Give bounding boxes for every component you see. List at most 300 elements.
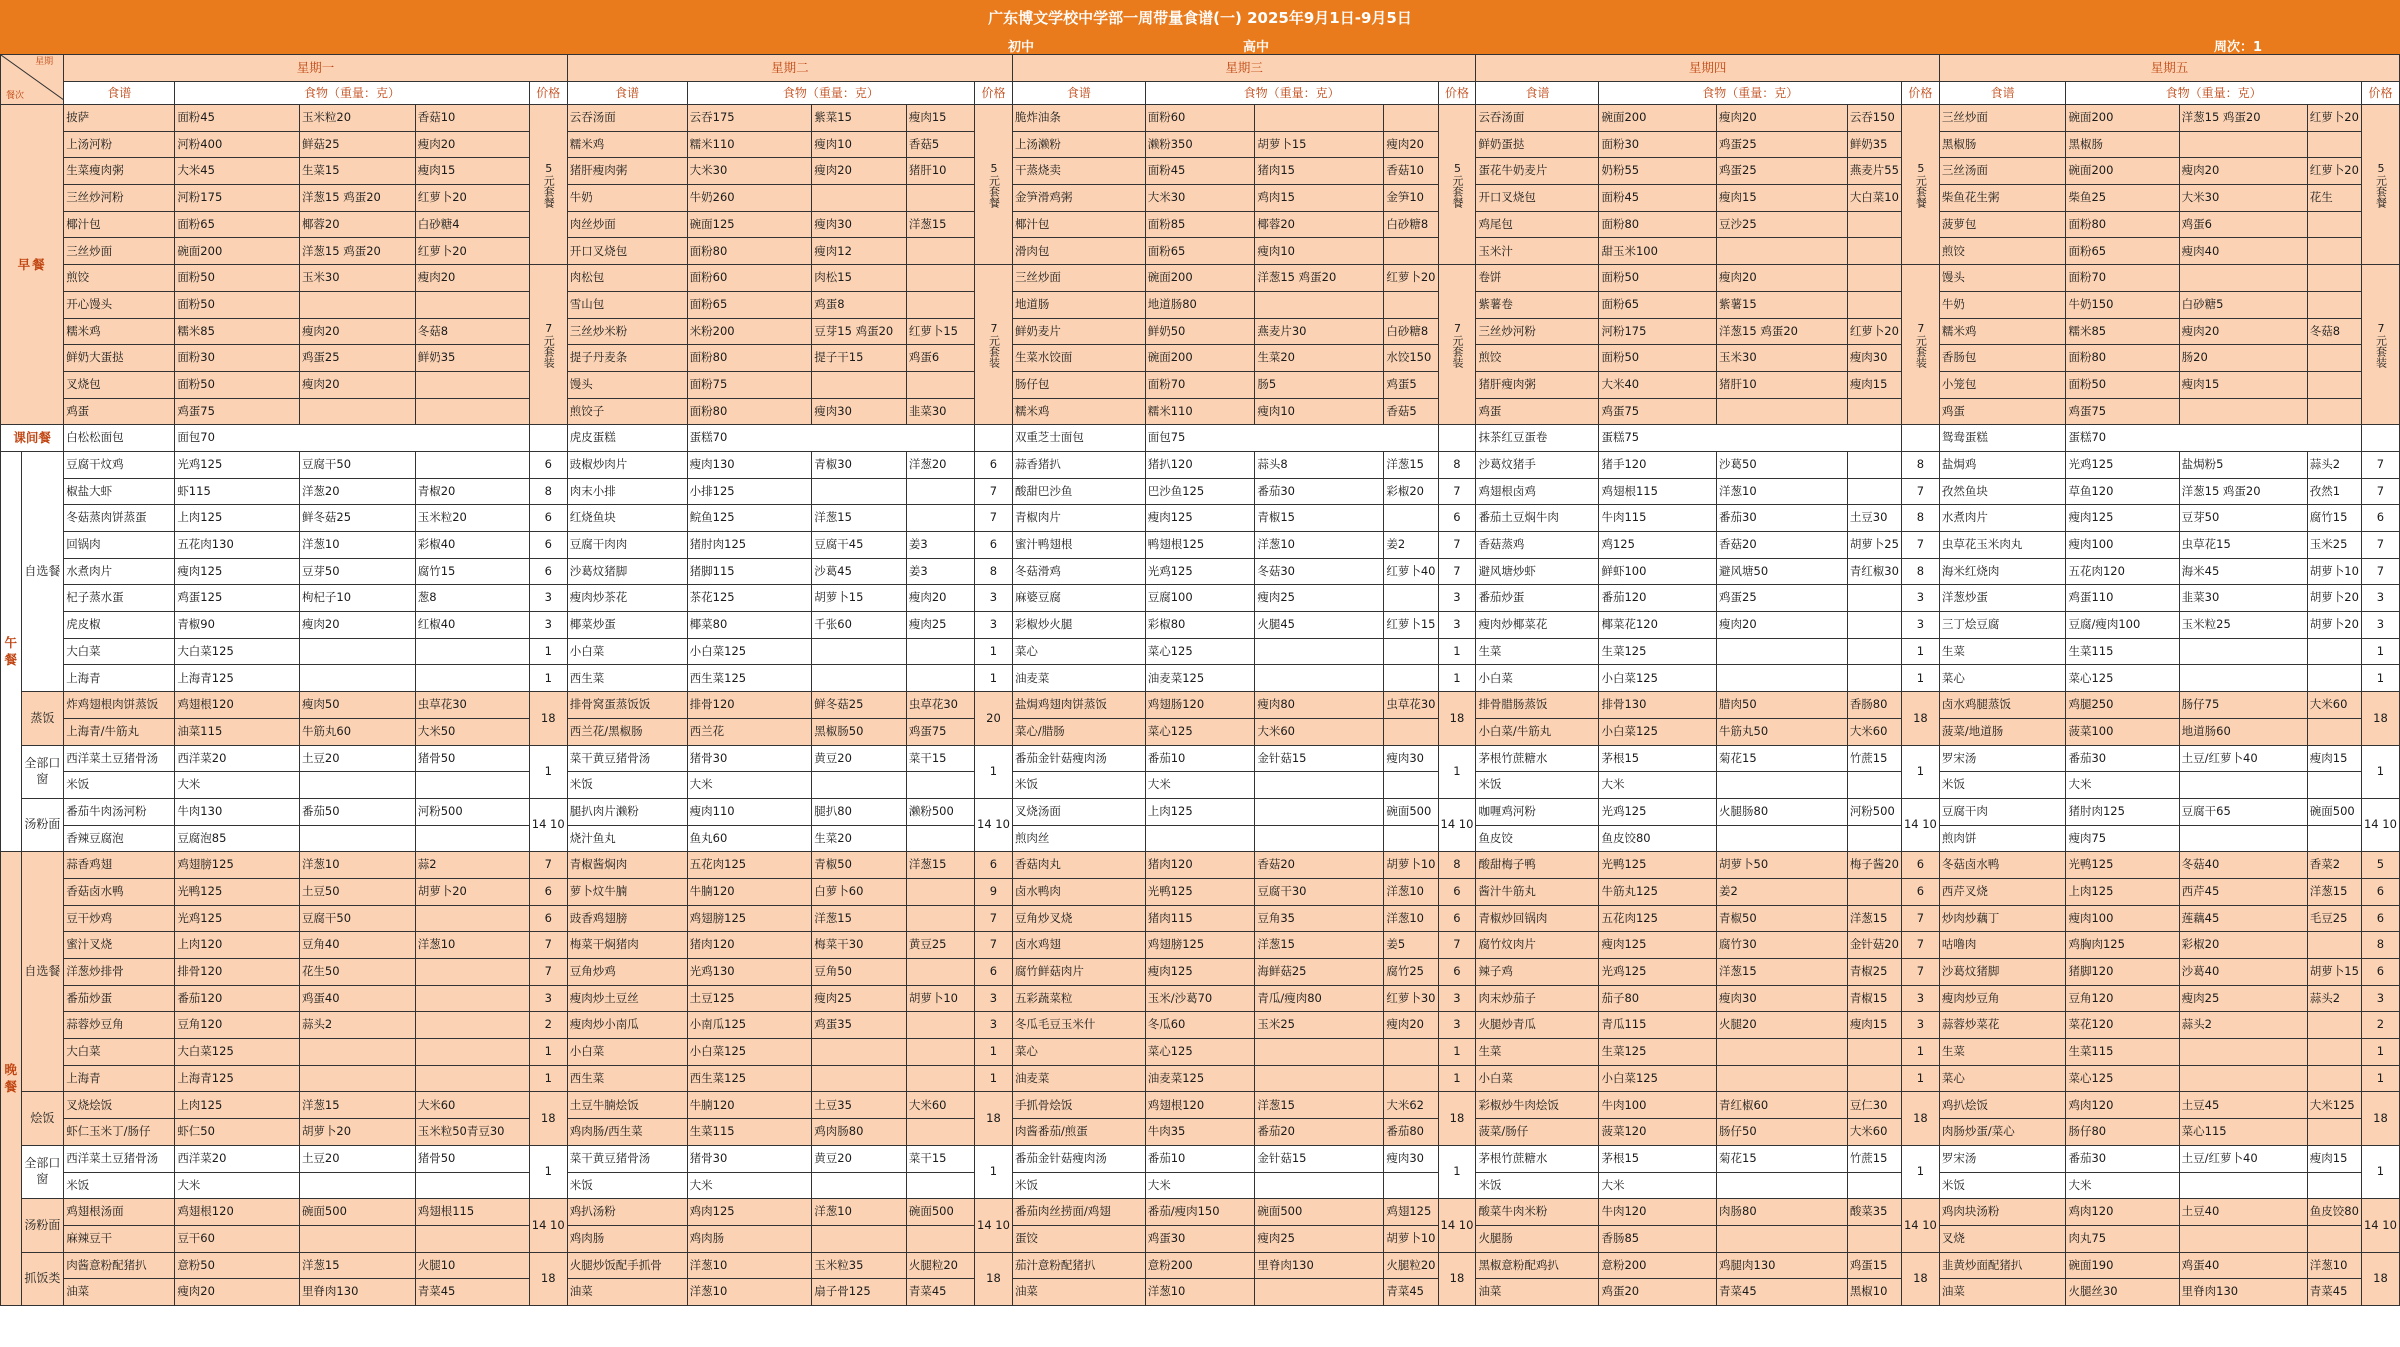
dish-name: 麻辣豆干 <box>64 1225 175 1252</box>
dish-name: 豆腐干炆鸡 <box>64 451 175 478</box>
dish-name: 小白菜/牛筋丸 <box>1476 718 1599 745</box>
price: 18 <box>2361 1252 2399 1305</box>
food-item: 黄豆20 <box>812 745 907 772</box>
food-item: 猪肝10 <box>1717 371 1848 398</box>
food-item <box>1384 772 1438 799</box>
price: 6 <box>1901 852 1939 879</box>
food-item: 碗面500 <box>299 1199 415 1226</box>
food-item: 土豆/红萝卜40 <box>2179 745 2307 772</box>
dish-name: 卷饼 <box>1476 265 1599 292</box>
food-item <box>2179 665 2307 692</box>
food-item: 番茄30 <box>2066 745 2179 772</box>
food-item: 瘦肉30 <box>1717 985 1848 1012</box>
price: 6 <box>529 878 567 905</box>
food-item <box>906 505 974 532</box>
price-7-set: 7元套装 <box>1901 265 1939 425</box>
food-item: 碗面200 <box>1145 345 1255 372</box>
food-item <box>906 1065 974 1092</box>
food-item: 面粉50 <box>175 265 300 292</box>
food-item: 鸡蛋6 <box>2179 211 2307 238</box>
food-item: 大米60 <box>906 1092 974 1119</box>
food-item: 竹蔗15 <box>1847 745 1901 772</box>
food-item: 瘦肉15 <box>1847 371 1901 398</box>
food-item: 西芹45 <box>2179 878 2307 905</box>
dish-name: 鸡扒汤粉 <box>567 1199 687 1226</box>
food-item: 大米30 <box>687 158 812 185</box>
food-item: 大米125 <box>2307 1092 2361 1119</box>
food-item: 黑椒肠50 <box>812 718 907 745</box>
dish-name: 西兰花/黑椒肠 <box>567 718 687 745</box>
food-item: 鲜冬菇25 <box>299 505 415 532</box>
food-item <box>1255 798 1384 825</box>
food-item: 鸡蛋35 <box>812 1012 907 1039</box>
food-item <box>812 185 907 212</box>
food-item: 小白菜125 <box>687 1039 812 1066</box>
food-item <box>415 825 529 852</box>
food-item: 胡萝卜20 <box>2307 585 2361 612</box>
price: 8 <box>1438 852 1476 879</box>
dish-name: 大白菜 <box>64 638 175 665</box>
dish-name: 油菜 <box>1939 1279 2066 1306</box>
food-item: 鸡肉肠80 <box>812 1119 907 1146</box>
food-item: 鱼皮饺80 <box>1599 825 1717 852</box>
food-item <box>906 638 974 665</box>
food-item: 猪肘肉125 <box>2066 798 2179 825</box>
food-item: 金针菇20 <box>1847 932 1901 959</box>
food-item: 瘦肉20 <box>1717 265 1848 292</box>
food-item: 鸡蛋20 <box>1599 1279 1717 1306</box>
food-item: 胡萝卜20 <box>2307 612 2361 639</box>
food-item: 面粉70 <box>1145 371 1255 398</box>
food-item: 大米50 <box>415 718 529 745</box>
food-item: 火腿丝30 <box>2066 1279 2179 1306</box>
dish-name: 滑肉包 <box>1012 238 1145 265</box>
food-item: 地道肠60 <box>2179 718 2307 745</box>
food-item: 洋葱15 <box>812 905 907 932</box>
price-7-set: 7元套装 <box>975 265 1013 425</box>
food-item: 生菜20 <box>812 825 907 852</box>
price: 3 <box>2361 585 2399 612</box>
food-item: 面粉60 <box>687 265 812 292</box>
dish-name: 肠仔包 <box>1012 371 1145 398</box>
food-item: 面粉75 <box>687 371 812 398</box>
price-5-set: 5元套餐 <box>529 105 567 265</box>
food-item: 椰菜80 <box>687 612 812 639</box>
food-item <box>1384 1172 1438 1199</box>
price: 7 <box>529 852 567 879</box>
food-item: 洋葱10 <box>1255 532 1384 559</box>
food-item <box>2179 131 2307 158</box>
price: 3 <box>1438 1012 1476 1039</box>
food-item: 红萝卜20 <box>2307 105 2361 132</box>
dish-name: 酱汁牛筋丸 <box>1476 878 1599 905</box>
price: 1 <box>1438 745 1476 798</box>
sub-quanbu: 全部口窗 <box>21 1145 64 1198</box>
dish-name: 小白菜 <box>1476 1065 1599 1092</box>
food-item: 玉米粒50青豆30 <box>415 1119 529 1146</box>
dish-name: 洋葱炒排骨 <box>64 959 175 986</box>
food-item: 土豆/红萝卜40 <box>2179 1145 2307 1172</box>
food-item: 姜3 <box>906 532 974 559</box>
food-item <box>2307 1225 2361 1252</box>
food-item: 碗面200 <box>1145 265 1255 292</box>
food-item: 黑椒肠 <box>2066 131 2179 158</box>
food-item: 沙葛50 <box>1717 451 1848 478</box>
col-recipe: 食谱 <box>1476 82 1599 105</box>
dish-name: 米饭 <box>64 1172 175 1199</box>
food-item: 金针菇15 <box>1255 745 1384 772</box>
food-item: 胡萝卜15 <box>2307 959 2361 986</box>
food-item: 碗面500 <box>1384 798 1438 825</box>
food-item <box>812 1039 907 1066</box>
food-item: 青瓜/瘦肉80 <box>1255 985 1384 1012</box>
food-item: 瘦肉30 <box>812 211 907 238</box>
price: 6 <box>1438 959 1476 986</box>
food-item <box>415 1065 529 1092</box>
dish-name: 香菇肉丸 <box>1012 852 1145 879</box>
dish-name: 腿扒肉片濑粉 <box>567 798 687 825</box>
food-item: 梅子酱20 <box>1847 852 1901 879</box>
dish-name: 鲜奶大蛋挞 <box>64 345 175 372</box>
food-item <box>1717 398 1848 425</box>
price: 7 <box>2361 451 2399 478</box>
food-item <box>1384 638 1438 665</box>
food-item: 土豆20 <box>299 745 415 772</box>
food-item: 鸡蛋25 <box>1717 158 1848 185</box>
price: 8 <box>1901 451 1939 478</box>
food-item: 五花肉125 <box>687 852 812 879</box>
food-item: 碗面200 <box>1599 105 1717 132</box>
price: 14 10 <box>1901 1199 1939 1252</box>
price: 1 <box>1901 1039 1939 1066</box>
dish-name: 鸡蛋 <box>1476 398 1599 425</box>
price: 7 <box>975 932 1013 959</box>
food-item: 肉丸75 <box>2066 1225 2179 1252</box>
dish-name: 油菜 <box>567 1279 687 1306</box>
food-item <box>415 1225 529 1252</box>
dish-name: 上汤濑粉 <box>1012 131 1145 158</box>
dish-name: 冬菇卤水鸭 <box>1939 852 2066 879</box>
price: 1 <box>1438 638 1476 665</box>
price: 7 <box>1438 932 1476 959</box>
price-5-set: 5元套餐 <box>1438 105 1476 265</box>
dish-name: 三丝炒面 <box>1012 265 1145 292</box>
food-item: 青菜45 <box>1717 1279 1848 1306</box>
food-item: 面粉45 <box>175 105 300 132</box>
food-item <box>2179 1172 2307 1199</box>
food-item: 大米30 <box>1145 185 1255 212</box>
food-item: 瘦肉15 <box>906 105 974 132</box>
dish-name: 三丝炒米粉 <box>567 318 687 345</box>
food-item: 里脊肉130 <box>1255 1252 1384 1279</box>
food-item <box>906 772 974 799</box>
dish-name: 椰汁包 <box>1012 211 1145 238</box>
food-item: 玉米粒25 <box>2179 612 2307 639</box>
dish-name: 冬瓜毛豆玉米什 <box>1012 1012 1145 1039</box>
price: 18 <box>2361 1092 2399 1145</box>
price: 1 <box>2361 1145 2399 1198</box>
food-item <box>1847 772 1901 799</box>
food-item <box>906 959 974 986</box>
food-item: 洋葱15 <box>1384 451 1438 478</box>
food-item: 鸡翅125 <box>1384 1199 1438 1226</box>
food-item <box>1384 825 1438 852</box>
col-food: 食物（重量：克） <box>1145 82 1438 105</box>
day-header: 星期三 <box>1012 55 1476 82</box>
food-item: 瘦肉20 <box>2179 318 2307 345</box>
food-item: 香菇10 <box>1384 158 1438 185</box>
food-item <box>2179 1225 2307 1252</box>
food-item <box>2307 371 2361 398</box>
food-item: 面粉45 <box>1145 158 1255 185</box>
dish-name: 油麦菜 <box>1012 1065 1145 1092</box>
food-item <box>906 905 974 932</box>
food-item: 面粉80 <box>2066 211 2179 238</box>
food-item: 胡萝卜15 <box>1255 131 1384 158</box>
price-7-set: 7元套装 <box>2361 265 2399 425</box>
food-item: 肠仔75 <box>2179 692 2307 719</box>
food-item: 光鸭125 <box>1145 878 1255 905</box>
food-item: 水饺150 <box>1384 345 1438 372</box>
food-item: 红萝卜20 <box>415 238 529 265</box>
dish-name: 猪肝瘦肉粥 <box>1476 371 1599 398</box>
food-item: 香菇20 <box>1255 852 1384 879</box>
price: 1 <box>975 1039 1013 1066</box>
food-item: 上肉125 <box>175 1092 300 1119</box>
food-item: 光鸡125 <box>2066 451 2179 478</box>
price: 6 <box>2361 959 2399 986</box>
price: 1 <box>529 1039 567 1066</box>
food-item: 番茄30 <box>1255 478 1384 505</box>
price: 7 <box>975 478 1013 505</box>
food-item: 瘦肉20 <box>175 1279 300 1306</box>
dish-name: 盐焗鸡翅肉饼蒸饭 <box>1012 692 1145 719</box>
food-item: 土豆45 <box>2179 1092 2307 1119</box>
price: 1 <box>975 1145 1013 1198</box>
food-item: 猪骨30 <box>687 1145 812 1172</box>
food-item: 鲜菇25 <box>299 131 415 158</box>
dish-name: 辣子鸡 <box>1476 959 1599 986</box>
dish-name: 米饭 <box>1476 1172 1599 1199</box>
food-item: 鸡翅根120 <box>1145 1092 1255 1119</box>
dish-name: 黑椒意粉配鸡扒 <box>1476 1252 1599 1279</box>
food-item: 红萝卜30 <box>1384 985 1438 1012</box>
food-item: 玉米粒35 <box>812 1252 907 1279</box>
food-item: 红萝卜20 <box>2307 158 2361 185</box>
dish-name: 三丝炒面 <box>1939 105 2066 132</box>
food-item: 海米45 <box>2179 558 2307 585</box>
food-item: 红萝卜20 <box>1847 318 1901 345</box>
food-item: 大米 <box>175 1172 300 1199</box>
food-item: 椰蓉20 <box>1255 211 1384 238</box>
food-item: 冬菇40 <box>2179 852 2307 879</box>
food-item: 鲜奶35 <box>415 345 529 372</box>
food-item: 洋葱15 <box>906 852 974 879</box>
food-item: 黄豆25 <box>906 932 974 959</box>
food-item: 胡萝卜20 <box>415 878 529 905</box>
food-item: 土豆20 <box>299 1145 415 1172</box>
price: 8 <box>529 478 567 505</box>
food-item: 肉松15 <box>812 265 907 292</box>
food-item: 鲜奶35 <box>1847 131 1901 158</box>
food-item: 面粉60 <box>1145 105 1255 132</box>
dish-name: 蜜汁叉烧 <box>64 932 175 959</box>
food-item: 洋葱15 鸡蛋20 <box>1255 265 1384 292</box>
food-item: 菜心125 <box>2066 665 2179 692</box>
food-item <box>1384 585 1438 612</box>
food-item: 彩椒40 <box>415 532 529 559</box>
food-item: 鸡蛋6 <box>906 345 974 372</box>
food-item: 枸杞子10 <box>299 585 415 612</box>
food-item: 冬菇30 <box>1255 558 1384 585</box>
food-item: 豆腐干45 <box>812 532 907 559</box>
food-item: 河粉175 <box>1599 318 1717 345</box>
food-item: 鸡蛋25 <box>299 345 415 372</box>
food-item: 光鸭125 <box>2066 852 2179 879</box>
food-item <box>2307 211 2361 238</box>
food-item: 碗面200 <box>2066 158 2179 185</box>
food-item: 菜心125 <box>1145 718 1255 745</box>
food-item <box>2307 265 2361 292</box>
dish-name: 菠萝包 <box>1939 211 2066 238</box>
price: 1 <box>529 1145 567 1198</box>
price: 3 <box>1901 985 1939 1012</box>
food-item: 腐竹15 <box>2307 505 2361 532</box>
dish-name: 土豆牛腩烩饭 <box>567 1092 687 1119</box>
dish-name: 蜜汁鸭翅根 <box>1012 532 1145 559</box>
price: 18 <box>1438 1252 1476 1305</box>
food-item: 意粉200 <box>1599 1252 1717 1279</box>
food-item: 虾115 <box>175 478 300 505</box>
food-item: 河粉175 <box>175 185 300 212</box>
price: 3 <box>975 985 1013 1012</box>
food-item: 豆腐/瘦肉100 <box>2066 612 2179 639</box>
price: 7 <box>1901 532 1939 559</box>
food-item <box>812 1172 907 1199</box>
price: 8 <box>975 558 1013 585</box>
food-item: 瘦肉30 <box>1384 745 1438 772</box>
food-item: 玉米25 <box>1255 1012 1384 1039</box>
price-5-set: 5元套餐 <box>2361 105 2399 265</box>
food-item: 竹蔗15 <box>1847 1145 1901 1172</box>
dish-name: 米饭 <box>1012 1172 1145 1199</box>
price: 3 <box>529 612 567 639</box>
food-item: 面粉30 <box>175 345 300 372</box>
food-item <box>1145 825 1255 852</box>
food-item: 白砂糖5 <box>2179 291 2307 318</box>
dish-name: 云吞汤面 <box>567 105 687 132</box>
price: 1 <box>1901 665 1939 692</box>
food-item: 洋葱15 鸡蛋20 <box>2179 478 2307 505</box>
price: 1 <box>1438 1039 1476 1066</box>
food-item: 大米 <box>2066 772 2179 799</box>
food-item <box>1847 825 1901 852</box>
food-item: 大米60 <box>1255 718 1384 745</box>
food-item <box>2307 1172 2361 1199</box>
col-price: 价格 <box>975 82 1013 105</box>
food-item <box>415 959 529 986</box>
food-item <box>906 825 974 852</box>
food-item: 瘦肉125 <box>1145 959 1255 986</box>
food-item: 上肉125 <box>175 505 300 532</box>
food-item: 瘦肉125 <box>1599 932 1717 959</box>
dish-name: 生菜 <box>1939 1039 2066 1066</box>
dish-name: 虎皮椒 <box>64 612 175 639</box>
food-item: 洋葱15 鸡蛋20 <box>299 185 415 212</box>
food-item: 香菇5 <box>1384 398 1438 425</box>
dish-name: 海米红烧肉 <box>1939 558 2066 585</box>
dish-name: 茅根竹蔗糖水 <box>1476 745 1599 772</box>
food-item: 面粉65 <box>1145 238 1255 265</box>
dish-name: 茄汁意粉配猪扒 <box>1012 1252 1145 1279</box>
food-item: 肉肠80 <box>1717 1199 1848 1226</box>
food-item: 菜心125 <box>1145 1039 1255 1066</box>
dish-name: 鱼皮饺 <box>1476 825 1599 852</box>
dish-name: 黑椒肠 <box>1939 131 2066 158</box>
food-item: 洋葱10 <box>299 852 415 879</box>
dish-name: 米饭 <box>1012 772 1145 799</box>
food-item: 胡萝卜25 <box>1847 532 1901 559</box>
food-item: 土豆40 <box>2179 1199 2307 1226</box>
food-item: 青菜45 <box>1384 1279 1438 1306</box>
food-item: 土豆30 <box>1847 505 1901 532</box>
food-item: 蒜头2 <box>2179 1012 2307 1039</box>
food-item <box>2307 398 2361 425</box>
food-item: 玉米粒20 <box>299 105 415 132</box>
food-item: 白砂糖8 <box>1384 211 1438 238</box>
food-item: 腐竹30 <box>1717 932 1848 959</box>
food-item <box>906 1172 974 1199</box>
dish-name: 卤水鸡腿蒸饭 <box>1939 692 2066 719</box>
price <box>975 425 1013 452</box>
food-item: 瘦肉15 <box>2307 745 2361 772</box>
food-item: 胡萝卜15 <box>812 585 907 612</box>
food-item: 洋葱15 <box>812 505 907 532</box>
food-item: 生菜115 <box>687 1119 812 1146</box>
food-item: 豆腐干50 <box>299 905 415 932</box>
food-item: 瘦肉125 <box>1145 505 1255 532</box>
food-item <box>1847 211 1901 238</box>
dish-name: 金笋滑鸡粥 <box>1012 185 1145 212</box>
meal-lunch: 午餐 <box>1 451 22 851</box>
food-item <box>415 772 529 799</box>
food-item: 洋葱10 <box>1717 478 1848 505</box>
dish-name: 手抓骨烩饭 <box>1012 1092 1145 1119</box>
dish-name: 小白菜 <box>567 638 687 665</box>
food-item: 瘦肉10 <box>1255 238 1384 265</box>
food-item <box>906 1119 974 1146</box>
dish-name: 三丝炒河粉 <box>64 185 175 212</box>
food-item: 面粉80 <box>687 238 812 265</box>
food-item: 青菜45 <box>906 1279 974 1306</box>
dish-name: 腐竹鲜菇肉片 <box>1012 959 1145 986</box>
food-item: 椰蓉20 <box>299 211 415 238</box>
dish-name: 叉烧烩饭 <box>64 1092 175 1119</box>
dish-name: 油麦菜 <box>1012 665 1145 692</box>
food-item: 番茄80 <box>1384 1119 1438 1146</box>
food-item: 青菜45 <box>2307 1279 2361 1306</box>
price: 7 <box>1438 532 1476 559</box>
food-item: 土豆35 <box>812 1092 907 1119</box>
food-item: 光鸭125 <box>1599 852 1717 879</box>
food-item: 大米60 <box>1847 1119 1901 1146</box>
price-7-set: 7元套装 <box>1438 265 1476 425</box>
food-item: 光鸡125 <box>1145 558 1255 585</box>
food-item: 鸡蛋75 <box>175 398 300 425</box>
food-item: 鸡腿250 <box>2066 692 2179 719</box>
dish-name: 豉香鸡翅膀 <box>567 905 687 932</box>
col-food: 食物（重量：克） <box>2066 82 2361 105</box>
